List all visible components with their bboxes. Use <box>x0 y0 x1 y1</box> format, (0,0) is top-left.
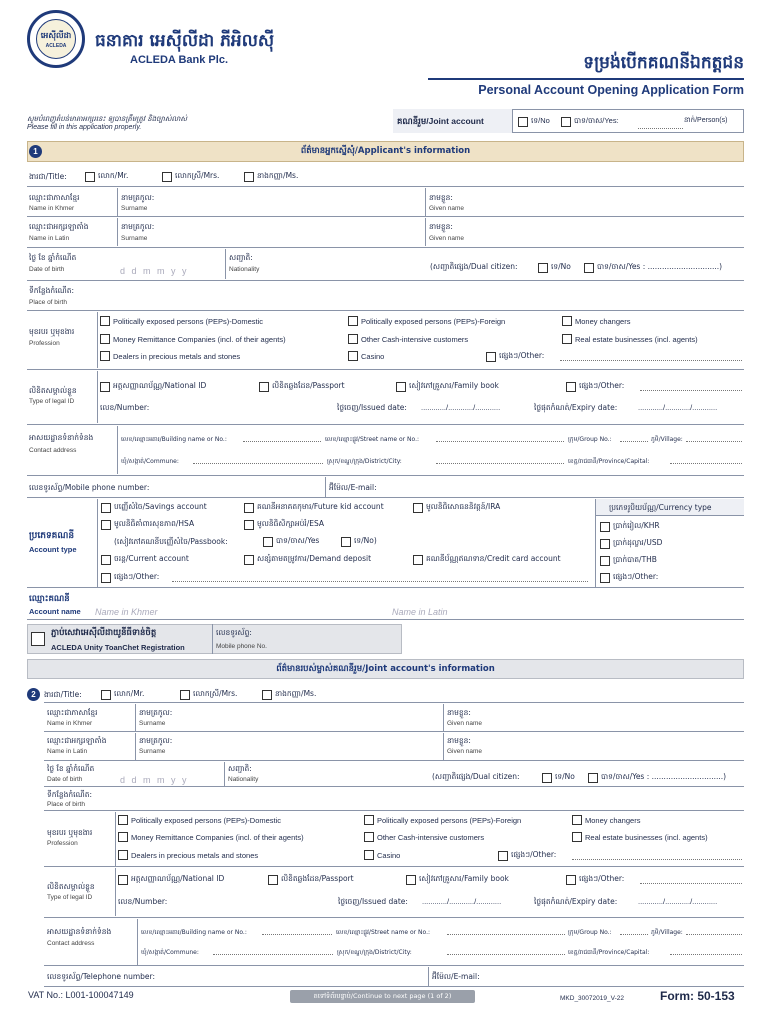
unity-sub: ACLEDA Unity ToanChet Registration <box>51 643 185 652</box>
joint-surname-label: នាមត្រកូល: <box>139 708 173 717</box>
ms-label: នាងកញ្ញា/Ms. <box>257 171 299 180</box>
joint-dual-no-label: ទេ/No <box>555 772 575 781</box>
joint-nationality-sub: Nationality <box>228 776 259 783</box>
cash-intensive-label: Other Cash-intensive customers <box>361 334 469 344</box>
joint-street-label: លេខ/ឈ្មោះផ្លូវ/Street name or No.: <box>336 929 431 936</box>
id-number-label: លេខ/Number: <box>100 403 150 412</box>
joint-given-latin-label: នាមខ្លួន: <box>447 736 471 745</box>
joint-given-sub: Given name <box>447 720 483 727</box>
future-kid-label: គណនីអនាគតកុមារ/Future kid account <box>257 502 384 511</box>
dob-input[interactable]: d d m m y y <box>120 266 189 276</box>
email-label: អ៊ីម៉ែល/E-mail: <box>329 483 377 492</box>
continue-note: តទៅទំព័របន្ទាប់/Continue to next page (1 of 2) <box>290 990 475 1003</box>
joint-real-estate-checkbox[interactable] <box>572 832 582 842</box>
given-km-label: នាមខ្លួន: <box>429 193 453 202</box>
name-latin-sub: Name in Latin <box>29 235 70 242</box>
pob-sub: Place of birth <box>29 299 67 306</box>
joint-casino-checkbox[interactable] <box>364 850 374 860</box>
joint-name-khmer-sub: Name in Khmer <box>47 720 93 727</box>
joint-cash-intensive-label: Other Cash-intensive customers <box>377 832 485 842</box>
dual-no-checkbox[interactable] <box>538 263 548 273</box>
joint-casino-label: Casino <box>377 850 401 860</box>
joint-dob-label: ថ្ងៃ ខែ ឆ្នាំកំណើត <box>47 764 95 773</box>
joint-legal-id-label: លិខិតសម្គាល់ខ្លួន <box>47 882 95 891</box>
given-latin-label: នាមខ្លួន: <box>429 222 453 231</box>
bank-name-km: ធនាគារ អេស៊ីលីដា ភីអិលស៊ី <box>95 31 275 51</box>
nationality-label: សញ្ជាតិ: <box>229 253 253 262</box>
group-label: ក្រុម/Group No.: <box>568 436 612 443</box>
joint-name-khmer-label: ឈ្មោះជាភាសាខ្មែរ <box>47 708 98 717</box>
passport-checkbox[interactable] <box>259 382 269 392</box>
joint-yes-label: បាទ/ចាស/Yes: <box>574 116 619 125</box>
expiry-date-input[interactable]: ............/............/............ <box>638 403 718 412</box>
issued-date-label: ថ្ងៃចេញ/Issued date: <box>337 403 407 412</box>
contact-sub: Contact address <box>29 447 77 454</box>
passbook-yes-label: បាទ/ចាស/Yes <box>276 536 320 545</box>
precious-label: Dealers in precious metals and stones <box>113 351 241 361</box>
joint-precious-label: Dealers in precious metals and stones <box>131 850 259 860</box>
joint-national-id-label: អត្តសញ្ញាណប័ណ្ណ/National ID <box>131 874 225 883</box>
unity-mobile-label: លេខទូរស័ព្ទ: <box>216 628 252 637</box>
joint-surname-latin-label: នាមត្រកូល: <box>139 736 173 745</box>
account-type-label: ប្រភេទគណនី <box>29 531 75 541</box>
ira-checkbox[interactable] <box>413 503 423 513</box>
current-label: ចរន្ត/Current account <box>114 554 189 563</box>
expiry-date-label: ថ្ងៃផុតកំណត់/Expiry date: <box>534 403 618 412</box>
joint-id-other-checkbox[interactable] <box>566 875 576 885</box>
joint-passport-checkbox[interactable] <box>268 875 278 885</box>
passbook-yes-checkbox[interactable] <box>263 537 273 547</box>
building-label: លេខ/ឈ្មោះអគារ/Building name or No.: <box>121 436 227 443</box>
joint-dual-no-checkbox[interactable] <box>542 773 552 783</box>
real-estate-checkbox[interactable] <box>562 334 572 344</box>
joint-surname-latin-sub: Surname <box>139 748 166 755</box>
cash-intensive-checkbox[interactable] <box>348 334 358 344</box>
joint-profession-sub: Profession <box>47 840 78 847</box>
given-sub: Given name <box>429 205 465 212</box>
joint-precious-checkbox[interactable] <box>118 850 128 860</box>
joint-profession-other-label: ផ្សេងៗ/Other: <box>511 850 557 859</box>
joint-province-label: ខេត្ត/រាជធានី/Province/Capital: <box>568 949 650 956</box>
joint-given-label: នាមខ្លួន: <box>447 708 471 717</box>
precious-checkbox[interactable] <box>100 351 110 361</box>
joint-mr-label: លោក/Mr. <box>114 689 145 698</box>
joint-family-book-checkbox[interactable] <box>406 875 416 885</box>
joint-commune-label: ឃុំ/សង្កាត់/Commune: <box>141 949 199 956</box>
remittance-checkbox[interactable] <box>100 334 110 344</box>
district-label: ស្រុក/ខណ្ឌ/ក្រុង/District/City: <box>327 458 402 465</box>
money-changers-label: Money changers <box>575 316 631 326</box>
account-name-sub: Account name <box>29 607 81 616</box>
mrs-checkbox[interactable] <box>162 172 172 182</box>
dob-label: ថ្ងៃ ខែ ឆ្នាំកំណើត <box>29 253 77 262</box>
village-label: ភូមិ/Village: <box>651 436 683 443</box>
joint-ms-checkbox[interactable] <box>262 690 272 700</box>
province-label: ខេត្ត/រាជធានី/Province/Capital: <box>568 458 650 465</box>
legal-id-label: លិខិតសម្គាល់ខ្លួន <box>29 386 77 395</box>
joint-pep-domestic-label: Politically exposed persons (PEPs)-Domestic <box>131 815 282 825</box>
name-khmer-input[interactable] <box>175 190 415 214</box>
unity-checkbox[interactable] <box>31 632 45 646</box>
unity-label: ភ្ជាប់សេវាអេស៊ីលីដាយូនីធីទាន់ចិត្ត <box>51 628 157 638</box>
id-other-checkbox[interactable] <box>566 382 576 392</box>
passbook-label: (សៀវភៅគណនីបញ្ញើសំចៃ/Passbook: <box>114 537 228 546</box>
pep-foreign-checkbox[interactable] <box>348 316 358 326</box>
currency-other-checkbox[interactable] <box>600 573 610 583</box>
joint-profession-label: មុខរបរ ឬមុខងារ <box>47 828 93 837</box>
form-number: Form: 50-153 <box>660 989 735 1003</box>
money-changers-checkbox[interactable] <box>562 316 572 326</box>
joint-dual-label: (សញ្ជាតិផ្សេង/Dual citizen: <box>432 772 520 781</box>
unity-mobile-sub: Mobile phone No. <box>216 643 267 650</box>
joint-issued-date-input[interactable]: ............/............/............ <box>422 897 502 906</box>
surname-latin-sub: Surname <box>121 235 148 242</box>
joint-dob-sub: Date of birth <box>47 776 83 783</box>
commune-label: ឃុំ/សង្កាត់/Commune: <box>121 458 179 465</box>
joint-no-checkbox[interactable] <box>518 117 528 127</box>
joint-building-label: លេខ/ឈ្មោះអគារ/Building name or No.: <box>141 929 247 936</box>
dual-yes-label: បាទ/ចាស/Yes : ..............................) <box>597 262 723 271</box>
savings-checkbox[interactable] <box>101 503 111 513</box>
future-kid-checkbox[interactable] <box>244 503 254 513</box>
joint-passport-label: លិខិតឆ្លងដែន/Passport <box>281 874 354 883</box>
bank-name-en: ACLEDA Bank Plc. <box>130 54 229 66</box>
passport-label: លិខិតឆ្លងដែន/Passport <box>272 381 345 390</box>
joint-dob-input[interactable]: d d m m y y <box>120 775 189 785</box>
joint-issued-date-label: ថ្ងៃចេញ/Issued date: <box>338 897 408 906</box>
esa-checkbox[interactable] <box>244 520 254 530</box>
joint-expiry-date-input[interactable]: ............/............/............ <box>638 897 718 906</box>
demand-checkbox[interactable] <box>244 555 254 565</box>
unity-mobile-input[interactable] <box>290 627 398 651</box>
dual-no-label: ទេ/No <box>551 262 571 271</box>
khr-label: ប្រាក់រៀល/KHR <box>613 521 660 530</box>
bank-logo <box>27 10 85 68</box>
thb-checkbox[interactable] <box>600 556 610 566</box>
joint-district-label: ស្រុក/ខណ្ឌ/ក្រុង/District/City: <box>337 949 412 956</box>
surname-sub: Surname <box>121 205 148 212</box>
legal-id-sub: Type of legal ID <box>29 398 75 405</box>
joint-dual-yes-checkbox[interactable] <box>588 773 598 783</box>
surname-latin-label: នាមត្រកូល: <box>121 222 155 231</box>
joint-name-latin-label: ឈ្មោះជាអក្សរឡាតាំង <box>47 736 107 745</box>
street-label: លេខ/ឈ្មោះផ្លូវ/Street name or No.: <box>325 436 420 443</box>
pob-label: ទីកន្លែងកំណើត: <box>29 286 75 295</box>
section1-title: ព័ត៌មានអ្នកស្នើសុំ/Applicant's information <box>300 146 471 156</box>
form-title-km: ទម្រង់បើកគណនីឯកត្តជន <box>583 53 744 73</box>
joint-id-number-label: លេខ/Number: <box>118 897 168 906</box>
account-type-sub: Account type <box>29 545 77 554</box>
joint-section-title: ព័ត៌មានរបស់ម្ចាស់គណនីរួម/Joint account's information <box>276 664 495 674</box>
account-other-label: ផ្សេងៗ/Other: <box>114 572 160 581</box>
passbook-no-checkbox[interactable] <box>341 537 351 547</box>
name-khmer-label: ឈ្មោះជាភាសាខ្មែរ <box>29 193 80 202</box>
joint-money-changers-checkbox[interactable] <box>572 815 582 825</box>
joint-mrs-checkbox[interactable] <box>180 690 190 700</box>
hsa-label: មូលនិធិគាំពារសុខភាព/HSA <box>114 519 195 528</box>
id-number-input[interactable] <box>150 400 330 414</box>
nationality-sub: Nationality <box>229 266 260 273</box>
pep-domestic-checkbox[interactable] <box>100 316 110 326</box>
joint-remittance-label: Money Remittance Companies (incl. of their agents) <box>131 832 304 842</box>
joint-pep-foreign-label: Politically exposed persons (PEPs)-Foreign <box>377 815 522 825</box>
national-id-checkbox[interactable] <box>100 382 110 392</box>
joint-contact-label: អាសយដ្ឋានទំនាក់ទំនង <box>47 927 112 936</box>
credit-card-label: គណនីប័ណ្ណឥណទាន/Credit card account <box>426 554 561 563</box>
issued-date-input[interactable]: ............/............/............ <box>421 403 501 412</box>
joint-expiry-date-label: ថ្ងៃផុតកំណត់/Expiry date: <box>534 897 618 906</box>
dob-sub: Date of birth <box>29 266 65 273</box>
joint-cash-intensive-checkbox[interactable] <box>364 832 374 842</box>
name-khmer-sub: Name in Khmer <box>29 205 75 212</box>
national-id-label: អត្តសញ្ញាណប័ណ្ណ/National ID <box>113 381 207 390</box>
mrs-label: លោកស្រី/Mrs. <box>175 171 220 180</box>
joint-email-label: អ៊ីម៉ែល/E-mail: <box>432 972 480 981</box>
joint-money-changers-label: Money changers <box>585 815 641 825</box>
savings-label: បញ្ញើសំចៃ/Savings account <box>114 502 207 511</box>
persons-label: នាក់/Person(s) <box>684 117 728 124</box>
joint-yes-checkbox[interactable] <box>561 117 571 127</box>
usd-label: ប្រាក់ដុល្លារ/USD <box>613 538 663 547</box>
account-other-checkbox[interactable] <box>101 573 111 583</box>
pep-foreign-label: Politically exposed persons (PEPs)-Foreign <box>361 316 506 326</box>
joint-contact-sub: Contact address <box>47 940 95 947</box>
joint-nationality-label: សញ្ជាតិ: <box>228 764 252 773</box>
family-book-checkbox[interactable] <box>396 382 406 392</box>
section2-number: 2 <box>27 688 40 701</box>
joint-pob-sub: Place of birth <box>47 801 85 808</box>
id-other-label: ផ្សេងៗ/Other: <box>579 381 625 390</box>
profession-other-checkbox[interactable] <box>486 352 496 362</box>
credit-card-checkbox[interactable] <box>413 555 423 565</box>
mr-label: លោក/Mr. <box>98 171 129 180</box>
surname-km-label: នាមត្រកូល: <box>121 193 155 202</box>
instruction-km: សូមបំពេញតំបន់មាតាអក្សរនេះ ឲ្យបានត្រឹមត្រូវ និងច្បាស់លាស់ <box>27 115 188 123</box>
account-name-khmer-input[interactable]: Name in Khmer <box>95 607 158 617</box>
joint-profession-other-checkbox[interactable] <box>498 851 508 861</box>
contact-label: អាសយដ្ឋានទំនាក់ទំនង <box>29 433 94 442</box>
joint-account-label: គណនីរួម/Joint account <box>397 116 484 126</box>
name-latin-label: ឈ្មោះជាអក្សរឡាតាំង <box>29 222 89 231</box>
mkd-code: MKD_30072019_V-22 <box>560 995 624 1002</box>
joint-real-estate-label: Real estate businesses (incl. agents) <box>585 832 708 842</box>
given-latin-sub: Given name <box>429 235 465 242</box>
hsa-checkbox[interactable] <box>101 520 111 530</box>
joint-legal-id-sub: Type of legal ID <box>47 894 93 901</box>
usd-checkbox[interactable] <box>600 539 610 549</box>
joint-mr-checkbox[interactable] <box>101 690 111 700</box>
joint-ms-label: នាងកញ្ញា/Ms. <box>275 689 317 698</box>
dual-label: (សញ្ជាតិផ្សេង/Dual citizen: <box>430 262 518 271</box>
joint-national-id-checkbox[interactable] <box>118 875 128 885</box>
currency-title: ប្រភេទរូបិយប័ណ្ណ/Currency type <box>609 503 712 512</box>
pep-domestic-label: Politically exposed persons (PEPs)-Domestic <box>113 316 264 326</box>
joint-pob-label: ទីកន្លែងកំណើត: <box>47 790 93 799</box>
profession-other-label: ផ្សេងៗ/Other: <box>499 351 545 360</box>
current-checkbox[interactable] <box>101 555 111 565</box>
joint-dual-yes-label: បាទ/ចាស/Yes : ..............................) <box>601 772 727 781</box>
demand-label: សន្សំតាមតម្រូវការ/Demand deposit <box>257 554 372 563</box>
instruction-en: Please fill in this application properly. <box>27 124 142 131</box>
account-name-latin-input[interactable]: Name in Latin <box>392 607 448 617</box>
joint-name-latin-sub: Name in Latin <box>47 748 88 755</box>
joint-surname-sub: Surname <box>139 720 166 727</box>
joint-telephone-label: លេខទូរស័ព្ទ/Telephone number: <box>47 972 155 981</box>
joint-remittance-checkbox[interactable] <box>118 832 128 842</box>
casino-checkbox[interactable] <box>348 351 358 361</box>
joint-title-label: ងារជា/Title: <box>44 690 82 699</box>
section1-number: 1 <box>29 145 42 158</box>
joint-group-label: ក្រុម/Group No.: <box>568 929 612 936</box>
real-estate-label: Real estate businesses (incl. agents) <box>575 334 698 344</box>
logo-sub: ACLEDA <box>45 43 67 49</box>
joint-village-label: ភូមិ/Village: <box>651 929 683 936</box>
passbook-no-label: ទេ/No) <box>354 536 377 545</box>
joint-family-book-label: សៀវភៅគ្រួសារ/Family book <box>419 874 509 883</box>
logo-text: អេស៊ីលីដា <box>40 31 72 40</box>
khr-checkbox[interactable] <box>600 522 610 532</box>
dual-yes-checkbox[interactable] <box>584 263 594 273</box>
joint-pep-domestic-checkbox[interactable] <box>118 815 128 825</box>
form-title-en: Personal Account Opening Application Form <box>478 83 744 97</box>
joint-no-label: ទេ/No <box>531 116 550 125</box>
mobile-label: លេខទូរស័ព្ទ/Mobile phone number: <box>29 483 150 492</box>
ms-checkbox[interactable] <box>244 172 254 182</box>
joint-id-other-label: ផ្សេងៗ/Other: <box>579 874 625 883</box>
esa-label: មូលនិធិសិក្សាអប់រំ/ESA <box>257 519 325 528</box>
casino-label: Casino <box>361 351 385 361</box>
account-name-label: ឈ្មោះគណនី <box>29 594 70 604</box>
joint-mrs-label: លោកស្រី/Mrs. <box>193 689 238 698</box>
remittance-label: Money Remittance Companies (incl. of their agents) <box>113 334 286 344</box>
thb-label: ប្រាក់បាត/THB <box>613 555 657 564</box>
joint-pep-foreign-checkbox[interactable] <box>364 815 374 825</box>
title-label: ងារជា/Title: <box>29 172 67 181</box>
family-book-label: សៀវភៅគ្រួសារ/Family book <box>409 381 499 390</box>
mr-checkbox[interactable] <box>85 172 95 182</box>
profession-sub: Profession <box>29 340 60 347</box>
joint-given-latin-sub: Given name <box>447 748 483 755</box>
profession-label: មុខរបរ ឬមុខងារ <box>29 327 75 336</box>
currency-other-label: ផ្សេងៗ/Other: <box>613 572 659 581</box>
vat-number: VAT No.: L001-100047149 <box>28 990 134 1000</box>
ira-label: មូលនិធិសោធននិវត្តន៍/IRA <box>426 502 501 511</box>
